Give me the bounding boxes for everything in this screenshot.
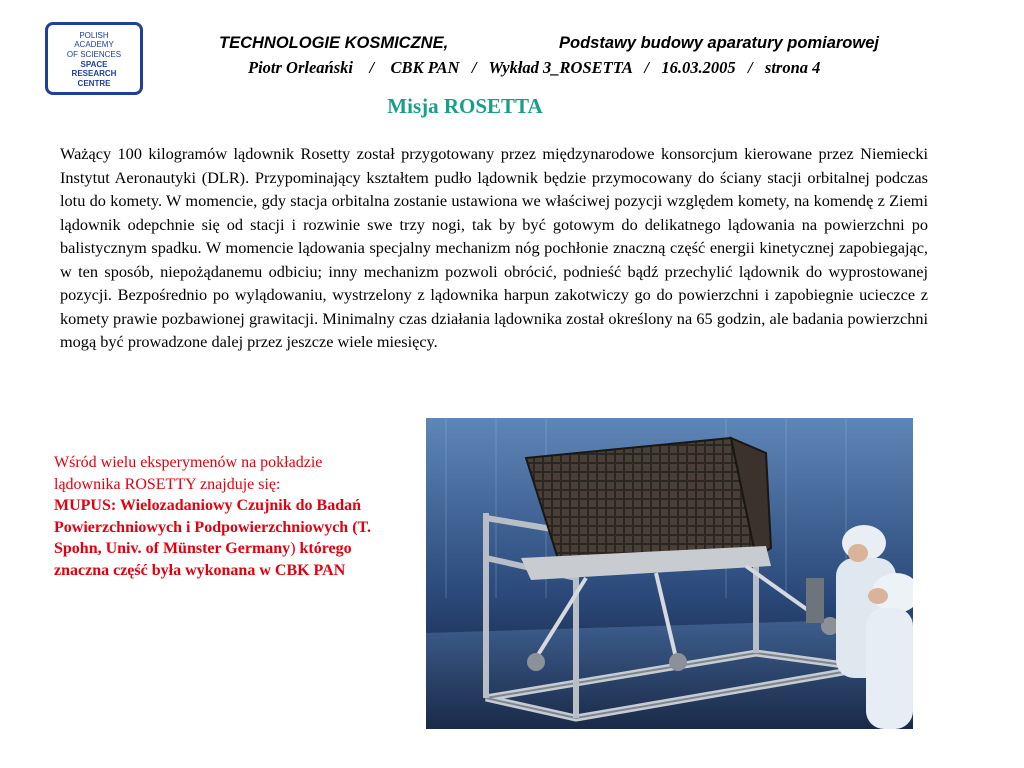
sidebar-note [54,452,374,581]
sidebar-intro: Wśród wielu eksperymenów na pokładzie lądownika ROSETTY znajduje się: [54,454,323,493]
course-header [219,34,972,56]
logo-line-1: POLISH [79,30,109,40]
sidebar-paren: ) [290,540,296,557]
rosetta-lander-photo [426,418,913,729]
logo-line-6: CENTRE [77,78,111,88]
course-title: TECHNOLOGIE KOSMICZNE, [219,34,449,52]
logo-line-3: OF SCIENCES [66,49,122,59]
polish-academy-logo [45,22,143,95]
photo-drawing [426,418,913,729]
logo-line-5: RESEARCH [71,69,117,79]
sidebar-highlight: MUPUS: Wielozadaniowy Czujnik do Badań Powierzchniowych i Podpowierzchniowych (T. Spohn, Univ. of Münster Germany [54,497,372,557]
lecture-info: Piotr Orleański / CBK PAN / Wykład 3_ROSETTA / 16.03.2005 / strona 4 [248,58,821,77]
logo-line-2: ACADEMY [74,40,114,50]
page-title: Misja ROSETTA [387,94,543,118]
sidebar-tail: którego znaczna część była wykonana w CBK PAN [54,540,352,579]
logo-line-4: SPACE [80,59,108,69]
body-paragraph: Ważący 100 kilogramów lądownik Rosetty został przygotowany przez międzynarodowe konsorcjum kierowane przez Niemiecki Instytut Aeronautyki (DLR). Przypominający kształtem pudło lądownik będzie przymocowany do ściany stacji orbitalnej podczas lotu do komety. W momencie, gdy stacja orbitalna zostanie ustawiona we właściwej pozycji względem komety, na komendę z Ziemi lądownik odepchnie się od stacji i rozwinie swe trzy nogi, tak by być gotowym do delikatnego lądowania na powierzchni po balistycznym spadku. W momencie lądowania specjalny mechanizm nóg pochłonie znaczną część energii kinetycznej zapobiegając, w ten sposób, niepożądanemu odbiciu; inny mechanizm pozwoli obrócić, podnieść bądź przechylić lądownik do wyprostowanej pozycji. Bezpośrednio po wylądowaniu, wystrzelony z lądownika harpun zakotwiczy go do powierzchni i zapobiegnie ucieczce z komety prawie pozbawionej grawitacji. Minimalny czas działania lądownika został określony na 65 godzin, ale badania powierzchni mogą być prowadzone dalej przez jeszcze wiele miesięcy. [60,144,928,351]
course-subtitle: Podstawy budowy aparatury pomiarowej [559,34,879,52]
